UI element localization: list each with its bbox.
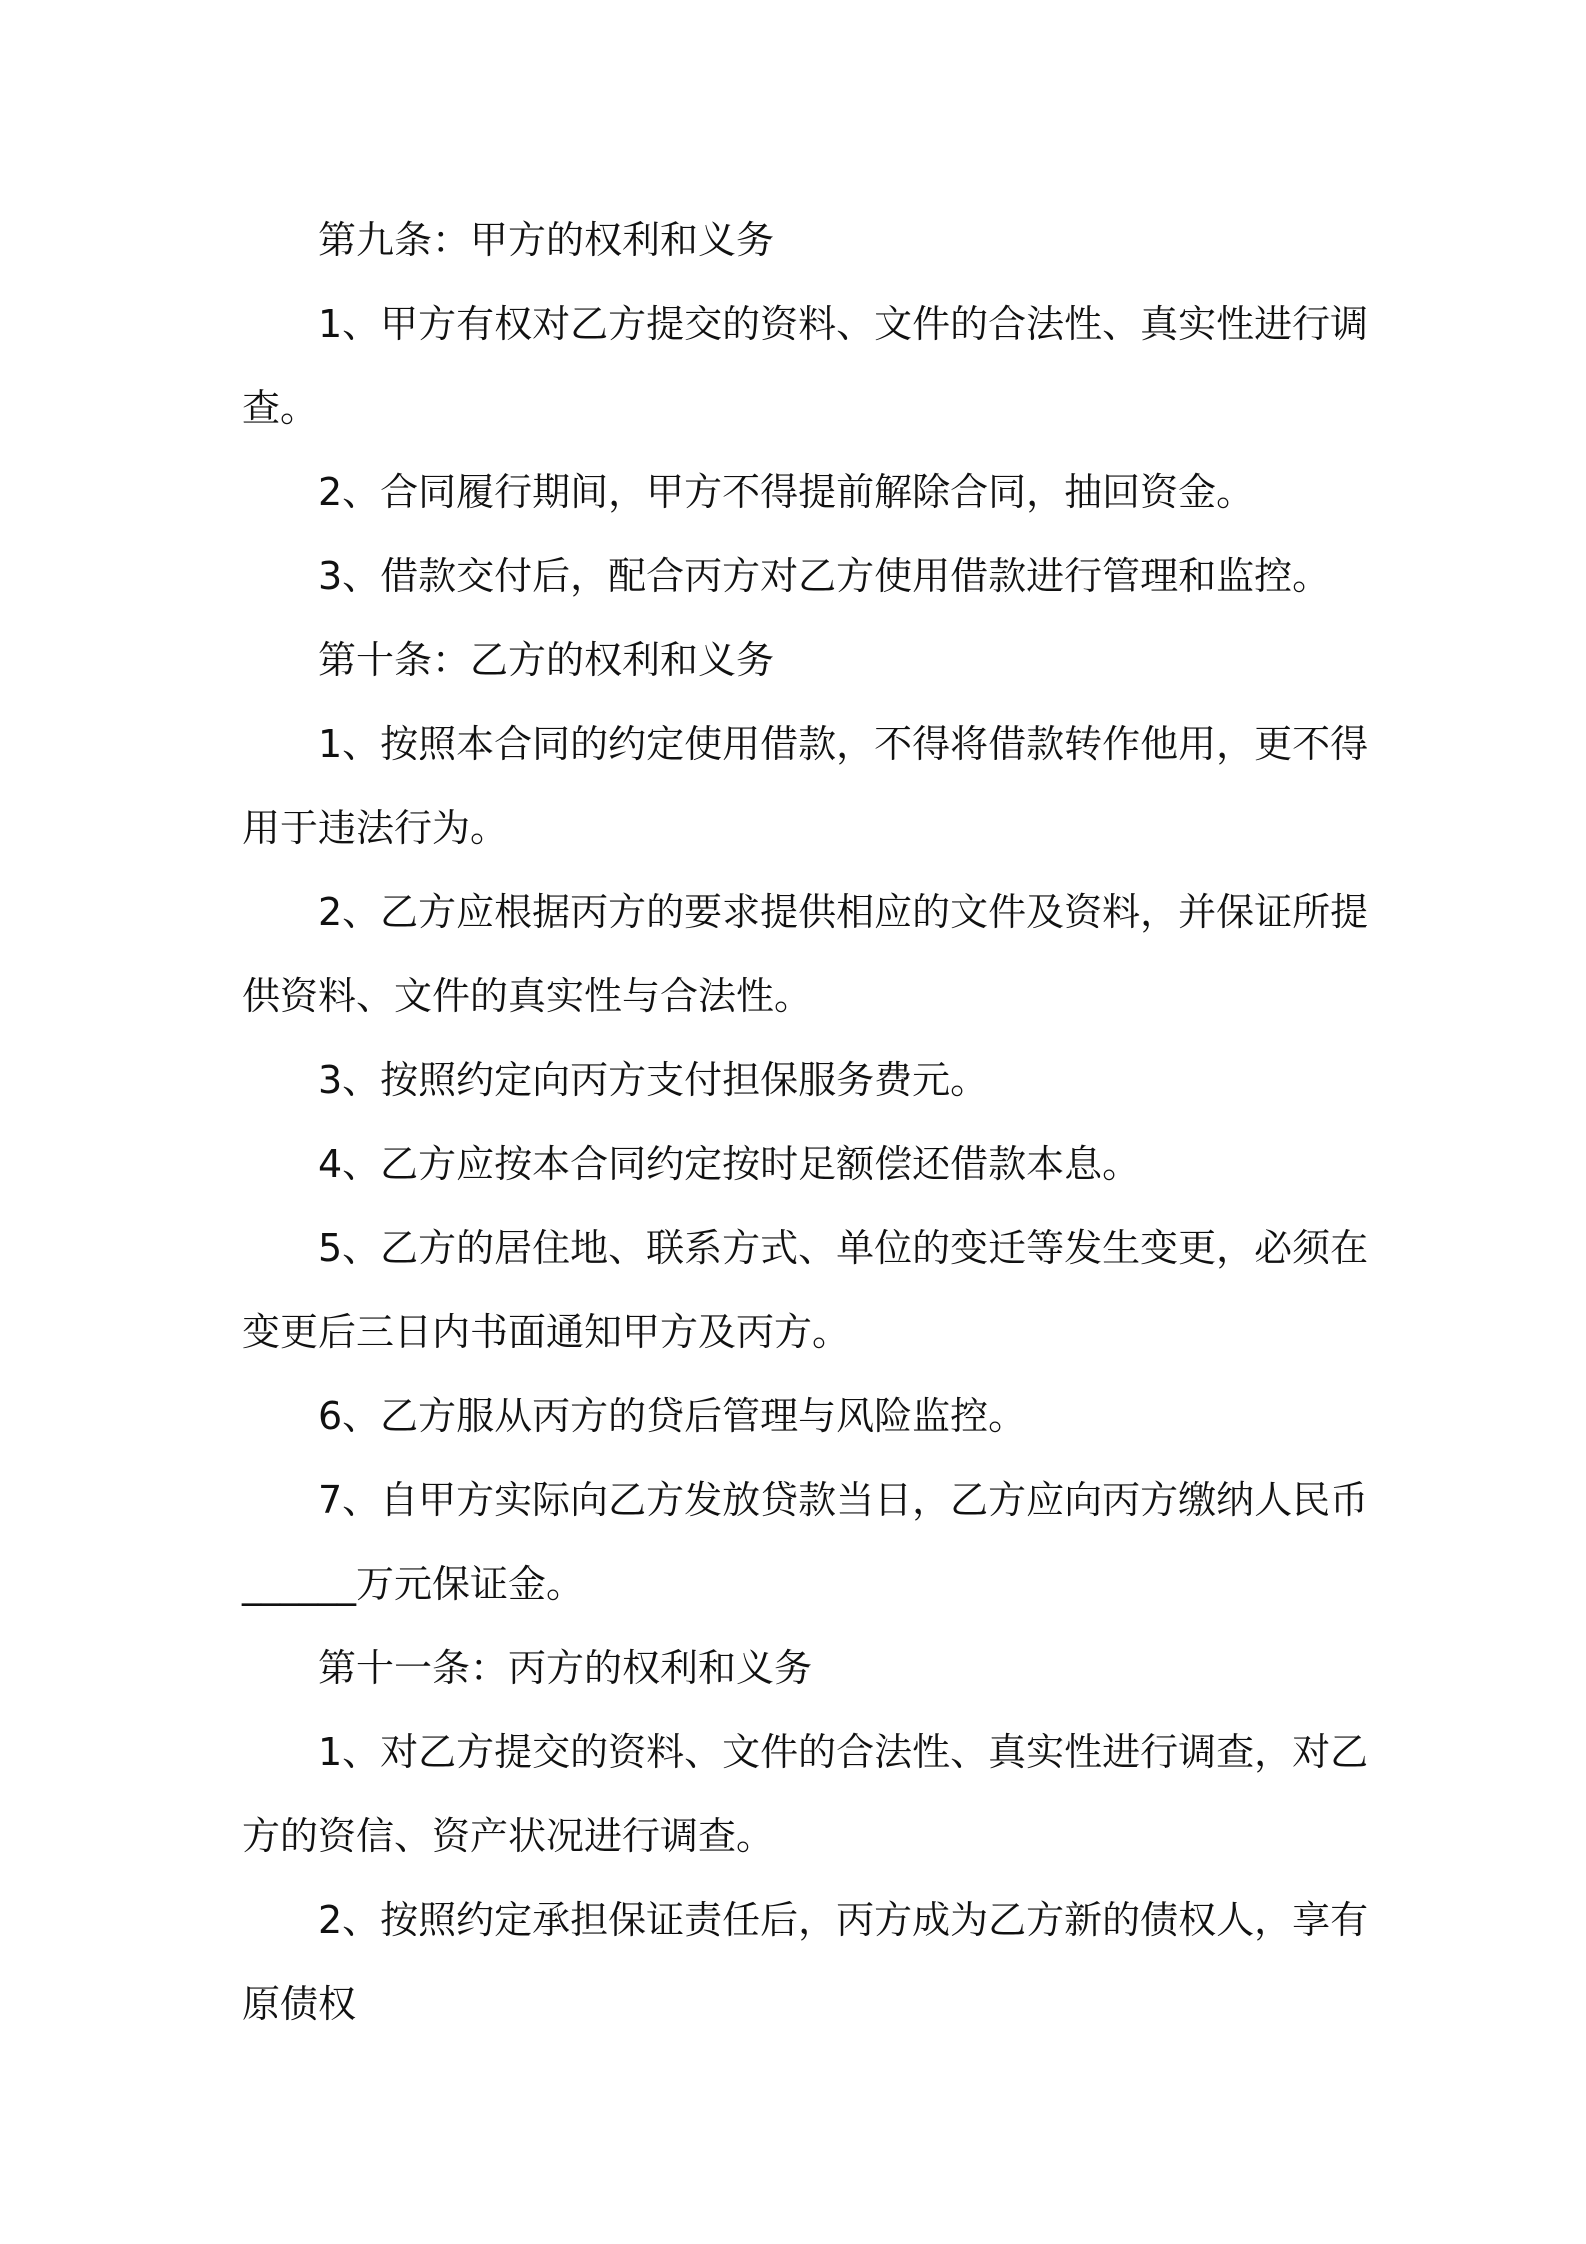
article-11-heading: 第十一条：丙方的权利和义务 <box>318 1646 813 1690</box>
document-page <box>242 198 1369 2046</box>
article-10-item-3: 3、按照约定向丙方支付担保服务费元。 <box>318 1058 989 1102</box>
article-10-item-1-line-2: 用于违法行为。 <box>242 806 509 850</box>
article-10-item-5-line-2: 变更后三日内书面通知甲方及丙方。 <box>242 1310 851 1354</box>
article-11-item-2-line-1: 2、按照约定承担保证责任后，丙方成为乙方新的债权人，享有 <box>318 1898 1369 1942</box>
article-10-item-2-line-1: 2、乙方应根据丙方的要求提供相应的文件及资料，并保证所提 <box>318 890 1369 934</box>
article-10-item-4: 4、乙方应按本合同约定按时足额偿还借款本息。 <box>318 1142 1141 1186</box>
article-11-item-1-line-2: 方的资信、资产状况进行调查。 <box>242 1814 775 1858</box>
article-9-heading: 第九条：甲方的权利和义务 <box>318 218 775 262</box>
article-9-item-1-line-1: 1、甲方有权对乙方提交的资料、文件的合法性、真实性进行调 <box>318 302 1369 346</box>
article-9-item-1-line-2: 查。 <box>242 386 319 430</box>
article-9-item-2: 2、合同履行期间，甲方不得提前解除合同，抽回资金。 <box>318 470 1255 514</box>
article-11-item-1-line-1: 1、对乙方提交的资料、文件的合法性、真实性进行调查，对乙 <box>318 1730 1369 1774</box>
article-9-item-3: 3、借款交付后，配合丙方对乙方使用借款进行管理和监控。 <box>318 554 1331 598</box>
article-10-item-7-line-2: ______万元保证金。 <box>242 1562 585 1606</box>
article-10-item-1-line-1: 1、按照本合同的约定使用借款，不得将借款转作他用，更不得 <box>318 722 1369 766</box>
article-10-item-6: 6、乙方服从丙方的贷后管理与风险监控。 <box>318 1394 1027 1438</box>
article-10-heading: 第十条：乙方的权利和义务 <box>318 638 775 682</box>
article-11-item-2-line-2: 原债权 <box>242 1982 357 2026</box>
article-10-item-5-line-1: 5、乙方的居住地、联系方式、单位的变迁等发生变更，必须在 <box>318 1226 1369 1270</box>
article-10-item-2-line-2: 供资料、文件的真实性与合法性。 <box>242 974 813 1018</box>
article-10-item-7-line-1: 7、自甲方实际向乙方发放贷款当日，乙方应向丙方缴纳人民币 <box>318 1478 1369 1522</box>
